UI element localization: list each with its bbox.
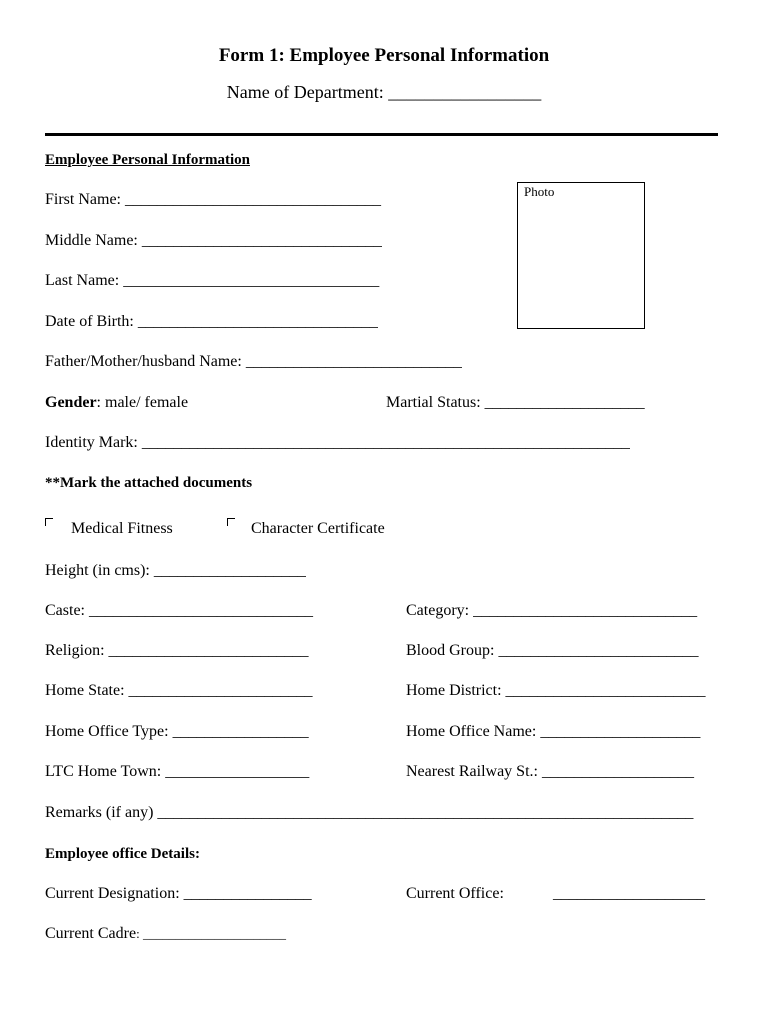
parent-name-field: Father/Mother/husband Name: ___________________________ xyxy=(45,353,462,370)
form-title: Form 1: Employee Personal Information xyxy=(218,45,550,66)
caste-field: Caste: ____________________________ xyxy=(45,602,313,619)
nearest-railway-field: Nearest Railway St.: ___________________ xyxy=(406,763,694,780)
photo-box xyxy=(517,182,645,329)
height-field: Height (in cms): ___________________ xyxy=(45,562,306,579)
section-heading-office: Employee office Details: xyxy=(45,846,200,862)
first-name-field: First Name: ________________________________ xyxy=(45,191,381,208)
religion-field: Religion: _________________________ xyxy=(45,642,309,659)
checkbox-icon[interactable] xyxy=(45,518,53,526)
photo-label: Photo xyxy=(524,184,555,199)
gender-value: : male/ female xyxy=(96,394,189,411)
document-medical-fitness: Medical Fitness xyxy=(71,520,173,537)
ltc-home-town-field: LTC Home Town: __________________ xyxy=(45,763,310,780)
home-district-field: Home District: _________________________ xyxy=(406,682,706,699)
remarks-field: Remarks (if any) ___________________________________________________________________ xyxy=(45,804,694,821)
current-cadre-field xyxy=(45,924,286,944)
header-divider xyxy=(45,133,718,136)
current-cadre-label: Current Cadre xyxy=(45,925,137,942)
blood-group-field: Blood Group: _________________________ xyxy=(406,642,699,659)
current-designation-field: Current Designation: ________________ xyxy=(45,885,312,902)
marital-status-field: Martial Status: ____________________ xyxy=(386,394,645,411)
checkbox-icon[interactable] xyxy=(227,518,235,526)
gender-label: Gender xyxy=(45,394,97,411)
documents-heading: **Mark the attached documents xyxy=(45,475,253,491)
current-office-label: Current Office: xyxy=(406,885,504,902)
current-cadre-blank: : ______________________ xyxy=(136,926,286,941)
middle-name-field: Middle Name: ______________________________ xyxy=(45,232,382,249)
document-character-certificate: Character Certificate xyxy=(251,520,385,537)
department-field: Name of Department: _________________ xyxy=(226,82,542,102)
identity-mark-field: Identity Mark: _____________________________________________________________ xyxy=(45,434,630,451)
home-office-type-field: Home Office Type: _________________ xyxy=(45,723,309,740)
current-office-blank: ___________________ xyxy=(553,885,705,902)
section-heading-personal: Employee Personal Information xyxy=(45,152,250,168)
last-name-field: Last Name: ________________________________ xyxy=(45,272,380,289)
category-field: Category: ____________________________ xyxy=(406,602,698,619)
home-office-name-field: Home Office Name: ____________________ xyxy=(406,723,701,740)
home-state-field: Home State: _______________________ xyxy=(45,682,313,699)
dob-field: Date of Birth: ______________________________ xyxy=(45,313,378,330)
gender-field xyxy=(45,393,188,413)
